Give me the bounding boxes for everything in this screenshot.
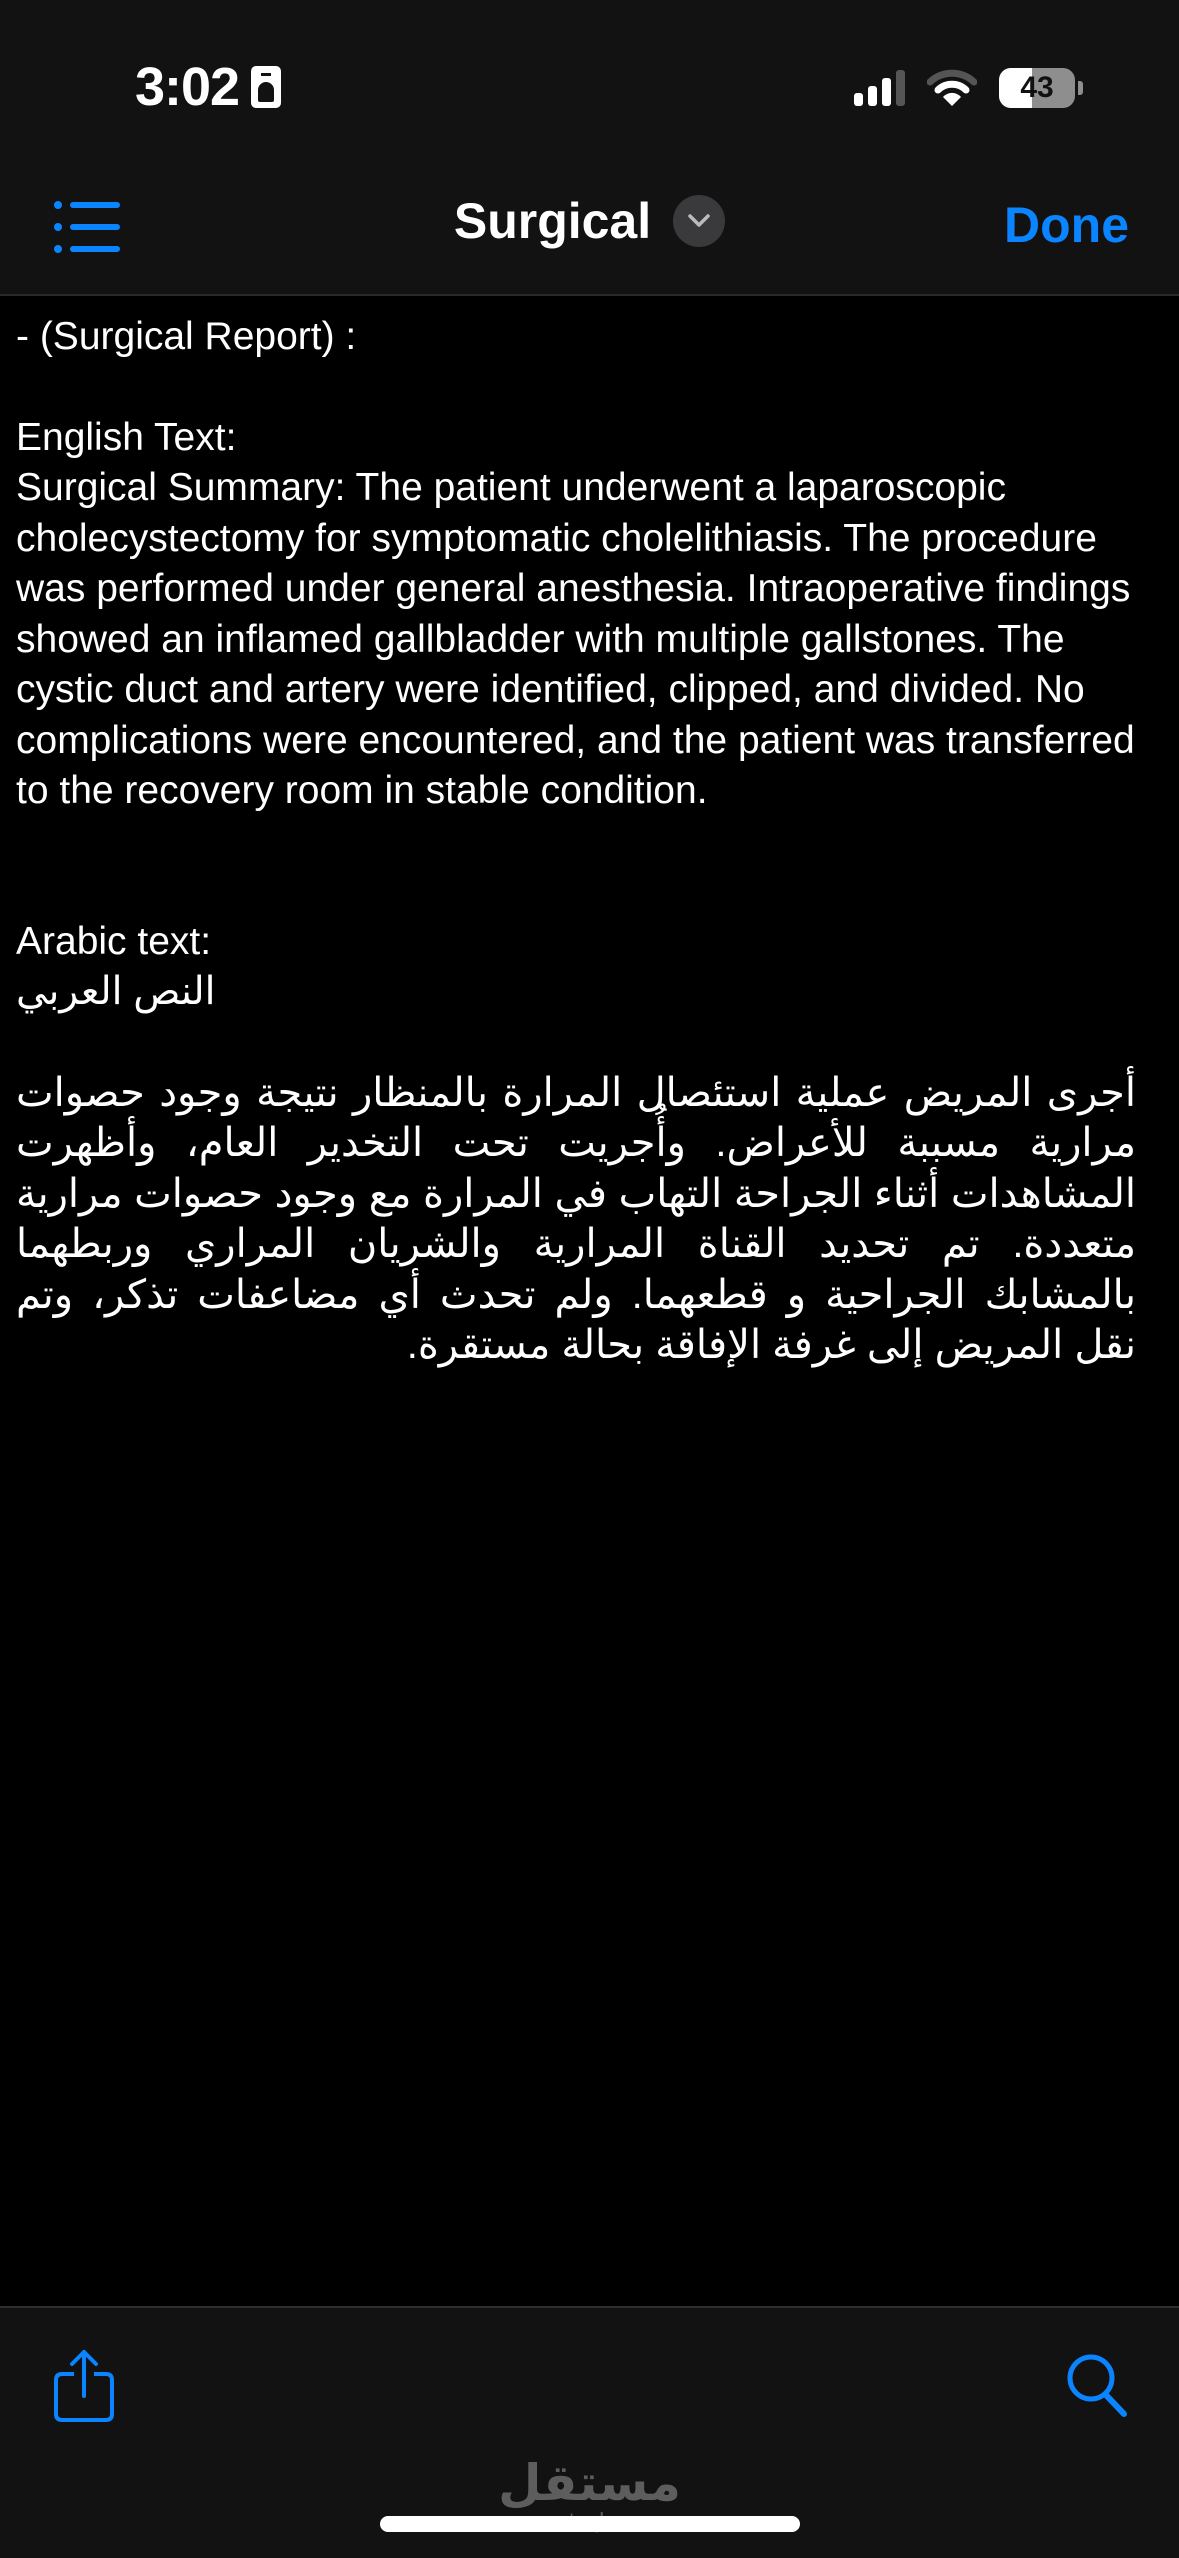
top-bar	[0, 0, 1179, 296]
share-icon[interactable]	[52, 2348, 116, 2424]
arabic-label-ar: النص العربي	[16, 970, 216, 1013]
time-label: 3:02	[135, 57, 240, 117]
search-icon[interactable]	[1065, 2352, 1129, 2418]
arabic-body: أجرى المريض عملية استئصال المرارة بالمنظار نتيجة وجود حصوات مرارية مسببة للأعراض. وأُجريت تحت التخدير العام، وأظهرت المشاهدات أثناء الجراحة التهاب في المرارة مع وجود حصوات مرارية متعددة. تم تحديد القناة المرارية والشريان المراري وربطهما بالمشابك الجراحية و قطعهما. ولم تحدث أي مضاعفات تذكر، وتم نقل المريض إلى غرفة الإفاقة بحالة مستقرة.	[16, 1070, 1136, 1367]
note-title[interactable]	[0, 192, 1179, 250]
cellular-signal-icon	[854, 70, 905, 106]
done-button[interactable]: Done	[1004, 197, 1129, 253]
chevron-down-icon[interactable]	[673, 195, 725, 247]
battery-percent: 43	[1020, 71, 1054, 104]
wifi-icon	[927, 69, 977, 107]
status-time	[135, 56, 281, 118]
arabic-label: Arabic text:	[16, 919, 212, 963]
english-label: English Text:	[16, 415, 237, 459]
watermark-arabic: مستقل	[498, 2455, 681, 2511]
battery-icon	[999, 68, 1075, 108]
status-icons	[854, 68, 1083, 108]
note-body[interactable]	[16, 312, 1166, 1371]
report-heading: - (Surgical Report) :	[16, 315, 357, 358]
english-body: Surgical Summary: The patient underwent a laparoscopic cholecystectomy for symptomatic cholelithiasis. The procedure was performed under general anesthesia. Intraoperative findings showed an inflamed gallbladder with multiple gallstones. The cystic duct and artery were identified, clipped, and divided. No complications were encountered, and the patient was transferred to the recovery room in stable condition.	[16, 466, 1135, 812]
battery-cap	[1078, 81, 1083, 95]
note-title-label: Surgical	[453, 193, 652, 249]
home-indicator[interactable]	[380, 2516, 800, 2532]
person-id-icon	[251, 66, 281, 108]
